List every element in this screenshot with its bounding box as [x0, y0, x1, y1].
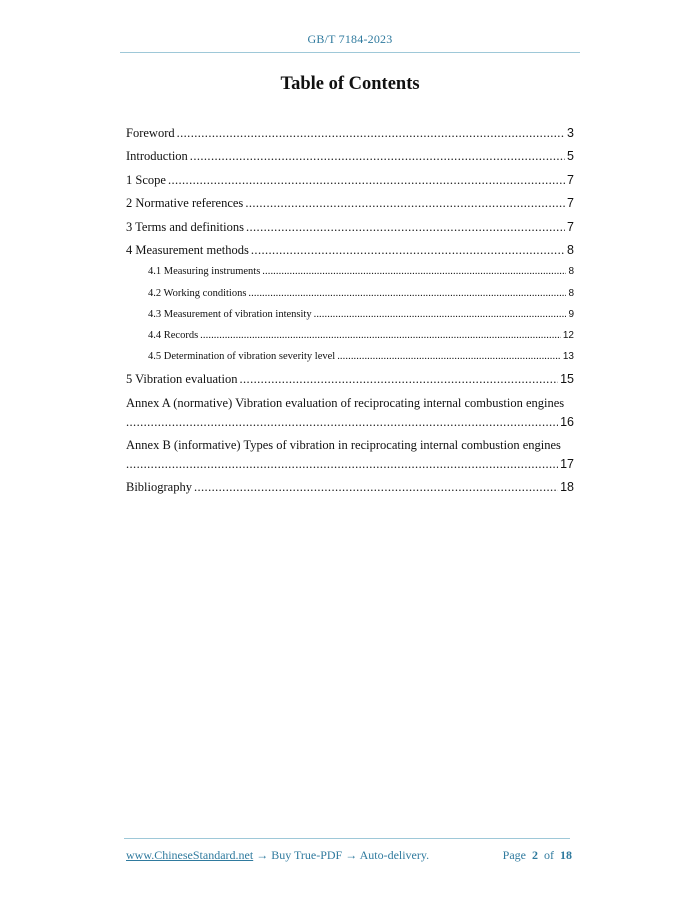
toc-entry-page: 3: [567, 126, 574, 140]
toc-subentry-severity-level[interactable]: [126, 349, 574, 370]
document-header: GB/T 7184-2023: [307, 32, 393, 46]
toc-entry-label: Foreword: [126, 126, 175, 140]
footer-promo-text: → Buy True-PDF → Auto-delivery.: [256, 848, 430, 862]
toc-entry-page: 7: [567, 196, 574, 211]
toc-entry-label: 4.2 Working conditions: [148, 287, 247, 299]
toc-entry-annex-a[interactable]: [126, 394, 574, 436]
toc-entry-page: 7: [567, 219, 574, 234]
toc-entry-label: 5 Vibration evaluation: [126, 372, 238, 387]
header-divider: [120, 52, 580, 53]
toc-entry-label: 4.5 Determination of vibration severity level: [148, 351, 336, 363]
toc-leader-dots: [314, 307, 567, 323]
toc-entry-terms-definitions[interactable]: [126, 218, 574, 241]
toc-entry-page: 7: [567, 172, 574, 187]
page-word: Page: [502, 848, 526, 862]
toc-leader-dots: [126, 455, 558, 473]
toc-entry-bibliography[interactable]: [126, 478, 574, 501]
toc-entry-label: Bibliography: [126, 479, 192, 494]
toc-leader-dots: [190, 147, 565, 165]
toc-entry-label: 2 Normative references: [126, 196, 244, 211]
page-footer: [126, 848, 572, 863]
toc-leader-dots: [177, 124, 565, 142]
toc-entry-label: 4.3 Measurement of vibration intensity: [148, 308, 312, 320]
page-title: Table of Contents: [280, 74, 420, 94]
toc-subentry-records[interactable]: [126, 328, 574, 349]
toc-entry-label: 4.4 Records: [148, 329, 199, 341]
toc-leader-dots: [240, 370, 559, 388]
footer-promo: [126, 848, 429, 863]
toc-entry-measurement-methods[interactable]: [126, 241, 574, 264]
toc-entry-page: 15: [560, 372, 574, 387]
toc-leader-dots: [194, 478, 558, 496]
page-indicator: [503, 848, 572, 863]
toc-entry-page: 5: [567, 149, 574, 164]
toc-entry-page: 17: [560, 456, 574, 471]
toc-entry-annex-b[interactable]: [126, 436, 574, 478]
toc-entry-label: 4.1 Measuring instruments: [148, 266, 261, 278]
toc-entry-label: 1 Scope: [126, 172, 166, 187]
total-pages-number: 18: [560, 848, 572, 862]
toc-entry-page: 9: [568, 308, 574, 320]
toc-leader-dots: [246, 218, 565, 236]
toc-entry-page: 18: [560, 479, 574, 494]
toc-entry-scope[interactable]: [126, 171, 574, 194]
toc-entry-page: 8: [567, 242, 574, 257]
site-link[interactable]: www.ChineseStandard.net: [126, 848, 254, 862]
toc-leader-dots: [262, 264, 566, 280]
toc-leader-dots: [251, 241, 565, 259]
toc-subentry-working-conditions[interactable]: [126, 286, 574, 307]
toc-leader-dots: [248, 286, 566, 302]
toc-entry-page: 8: [568, 266, 574, 278]
toc-entry-normative-references[interactable]: [126, 194, 574, 217]
toc-leader-dots: [168, 171, 565, 189]
toc-entry-label: Annex B (informative) Types of vibration in reciprocating internal combustion engines: [126, 437, 561, 452]
toc-leader-dots: [337, 349, 561, 365]
toc-entry-foreword[interactable]: [126, 124, 574, 147]
toc-entry-introduction[interactable]: [126, 147, 574, 170]
toc-entry-label: 4 Measurement methods: [126, 242, 249, 257]
footer-divider: [124, 838, 570, 839]
toc-entry-label: Annex A (normative) Vibration evaluation of reciprocating internal combustion engines: [126, 395, 565, 410]
of-word: of: [544, 848, 554, 862]
toc-leader-dots: [126, 413, 558, 431]
toc-entry-vibration-evaluation[interactable]: [126, 370, 574, 393]
table-of-contents: [126, 124, 574, 501]
toc-subentry-vibration-intensity[interactable]: [126, 307, 574, 328]
toc-entry-page: 8: [568, 287, 574, 299]
toc-entry-label: Introduction: [126, 149, 188, 164]
current-page-number: 2: [532, 848, 538, 862]
toc-entry-page: 16: [560, 414, 574, 429]
toc-leader-dots: [245, 194, 565, 212]
toc-entry-page: 13: [562, 351, 574, 363]
toc-entry-label: 3 Terms and definitions: [126, 219, 244, 234]
toc-leader-dots: [200, 328, 561, 344]
toc-entry-page: 12: [562, 329, 574, 341]
toc-subentry-measuring-instruments[interactable]: [126, 264, 574, 285]
